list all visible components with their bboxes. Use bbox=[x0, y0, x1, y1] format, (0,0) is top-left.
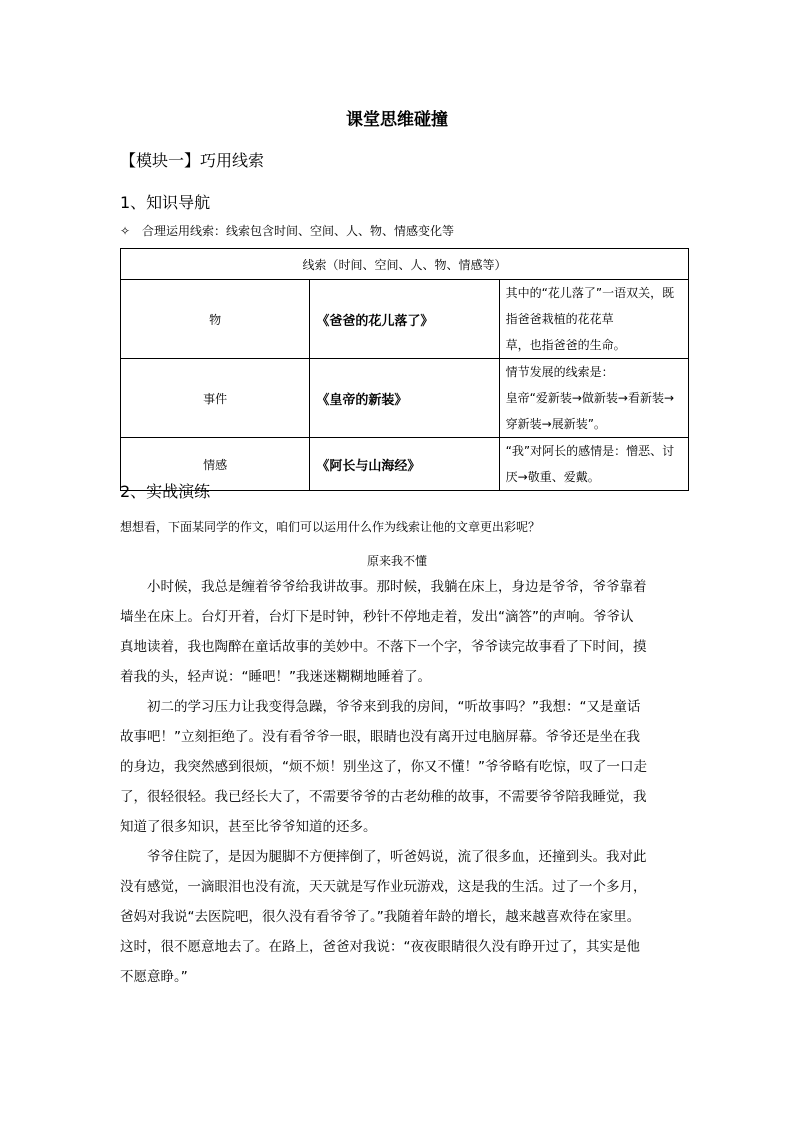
essay-line: 的身边，我突然感到很烦，“烦不烦！别坐这了，你又不懂！”爷爷略有吃惊，叹了一口走 bbox=[120, 759, 647, 775]
essay-line: 小时候，我总是缠着爷爷给我讲故事。那时候，我躺在床上，身边是爷爷，爷爷靠着 bbox=[147, 579, 647, 595]
knowledge-note bbox=[120, 222, 454, 239]
row-category: 情感 bbox=[121, 438, 310, 491]
essay-line: 初二的学习压力让我变得急躁，爷爷来到我的房间，“听故事吗？”我想：“又是童话 bbox=[147, 699, 641, 715]
clue-table bbox=[120, 248, 689, 491]
page-title: 课堂思维碰撞 bbox=[346, 110, 448, 130]
essay-paragraph bbox=[120, 692, 680, 842]
note-text: 合理运用线索：线索包含时间、空间、人、物、情感变化等 bbox=[142, 224, 455, 238]
table-row bbox=[121, 359, 689, 438]
module-heading: 【模块一】巧用线索 bbox=[120, 151, 265, 170]
desc-line: “我”对阿长的感情是：憎恶、讨厌→敬重、爱戴。 bbox=[505, 444, 675, 484]
row-description bbox=[499, 359, 688, 438]
essay-line: 不愿意睁。” bbox=[120, 969, 188, 985]
row-category: 事件 bbox=[121, 359, 310, 438]
practice-prompt: 想想看，下面某同学的作文，咱们可以运用什么作为线索让他的文章更出彩呢？ bbox=[120, 520, 541, 534]
essay-paragraph bbox=[120, 572, 680, 692]
table-row bbox=[121, 280, 689, 359]
essay-line: 了，很轻很轻。我已经长大了，不需要爷爷的古老幼稚的故事，不需要爷爷陪我睡觉，我 bbox=[120, 789, 647, 805]
essay-line: 着我的头，轻声说：“睡吧！”我迷迷糊糊地睡着了。 bbox=[120, 669, 431, 685]
section-heading-practice: 2、实战演练 bbox=[120, 482, 211, 501]
essay-paragraph bbox=[120, 842, 680, 992]
diamond-bullet-icon: ✧ bbox=[120, 224, 131, 238]
desc-line: 情节发展的线索是： bbox=[505, 365, 614, 379]
essay-line: 故事吧！”立刻拒绝了。没有看爷爷一眼，眼睛也没有离开过电脑屏幕。爷爷还是坐在我 bbox=[120, 729, 640, 745]
table-header: 线索（时间、空间、人、物、情感等） bbox=[121, 249, 689, 280]
essay-line: 爸妈对我说“去医院吧，很久没有看爷爷了。”我随着年龄的增长，越来越喜欢待在家里。 bbox=[120, 909, 641, 925]
row-category: 物 bbox=[121, 280, 310, 359]
row-description bbox=[499, 438, 688, 491]
row-book: 《皇帝的新装》 bbox=[310, 359, 499, 438]
desc-line: 草，也指爸爸的生命。 bbox=[505, 338, 626, 352]
essay-line: 爷爷住院了，是因为腿脚不方便摔倒了，听爸妈说，流了很多血，还撞到头。我对此 bbox=[147, 849, 647, 865]
row-book: 《阿长与山海经》 bbox=[310, 438, 499, 491]
essay-line: 墙坐在床上。台灯开着，台灯下是时钟，秒针不停地走着，发出“滴答”的声响。爷爷认 bbox=[120, 609, 634, 625]
essay-line: 知道了很多知识，甚至比爷爷知道的还多。 bbox=[120, 819, 377, 835]
row-book: 《爸爸的花儿落了》 bbox=[310, 280, 499, 359]
essay-line: 这时，很不愿意地去了。在路上，爸爸对我说：“夜夜眼睛很久没有睁开过了，其实是他 bbox=[120, 939, 640, 955]
section-heading-knowledge: 1、知识导航 bbox=[120, 193, 211, 212]
desc-line: 其中的“花儿落了”一语双关，既指爸爸栽植的花花草 bbox=[505, 286, 675, 326]
essay-title: 原来我不懂 bbox=[366, 554, 427, 568]
essay-line: 真地读着，我也陶醉在童话故事的美妙中。不落下一个字，爷爷读完故事看了下时间，摸 bbox=[120, 639, 647, 655]
row-description bbox=[499, 280, 688, 359]
desc-line: 皇帝“爱新装→做新装→看新装→穿新装→展新装”。 bbox=[505, 391, 675, 431]
essay-line: 没有感觉，一滴眼泪也没有流，天天就是写作业玩游戏，这是我的生活。过了一个多月， bbox=[120, 879, 647, 895]
